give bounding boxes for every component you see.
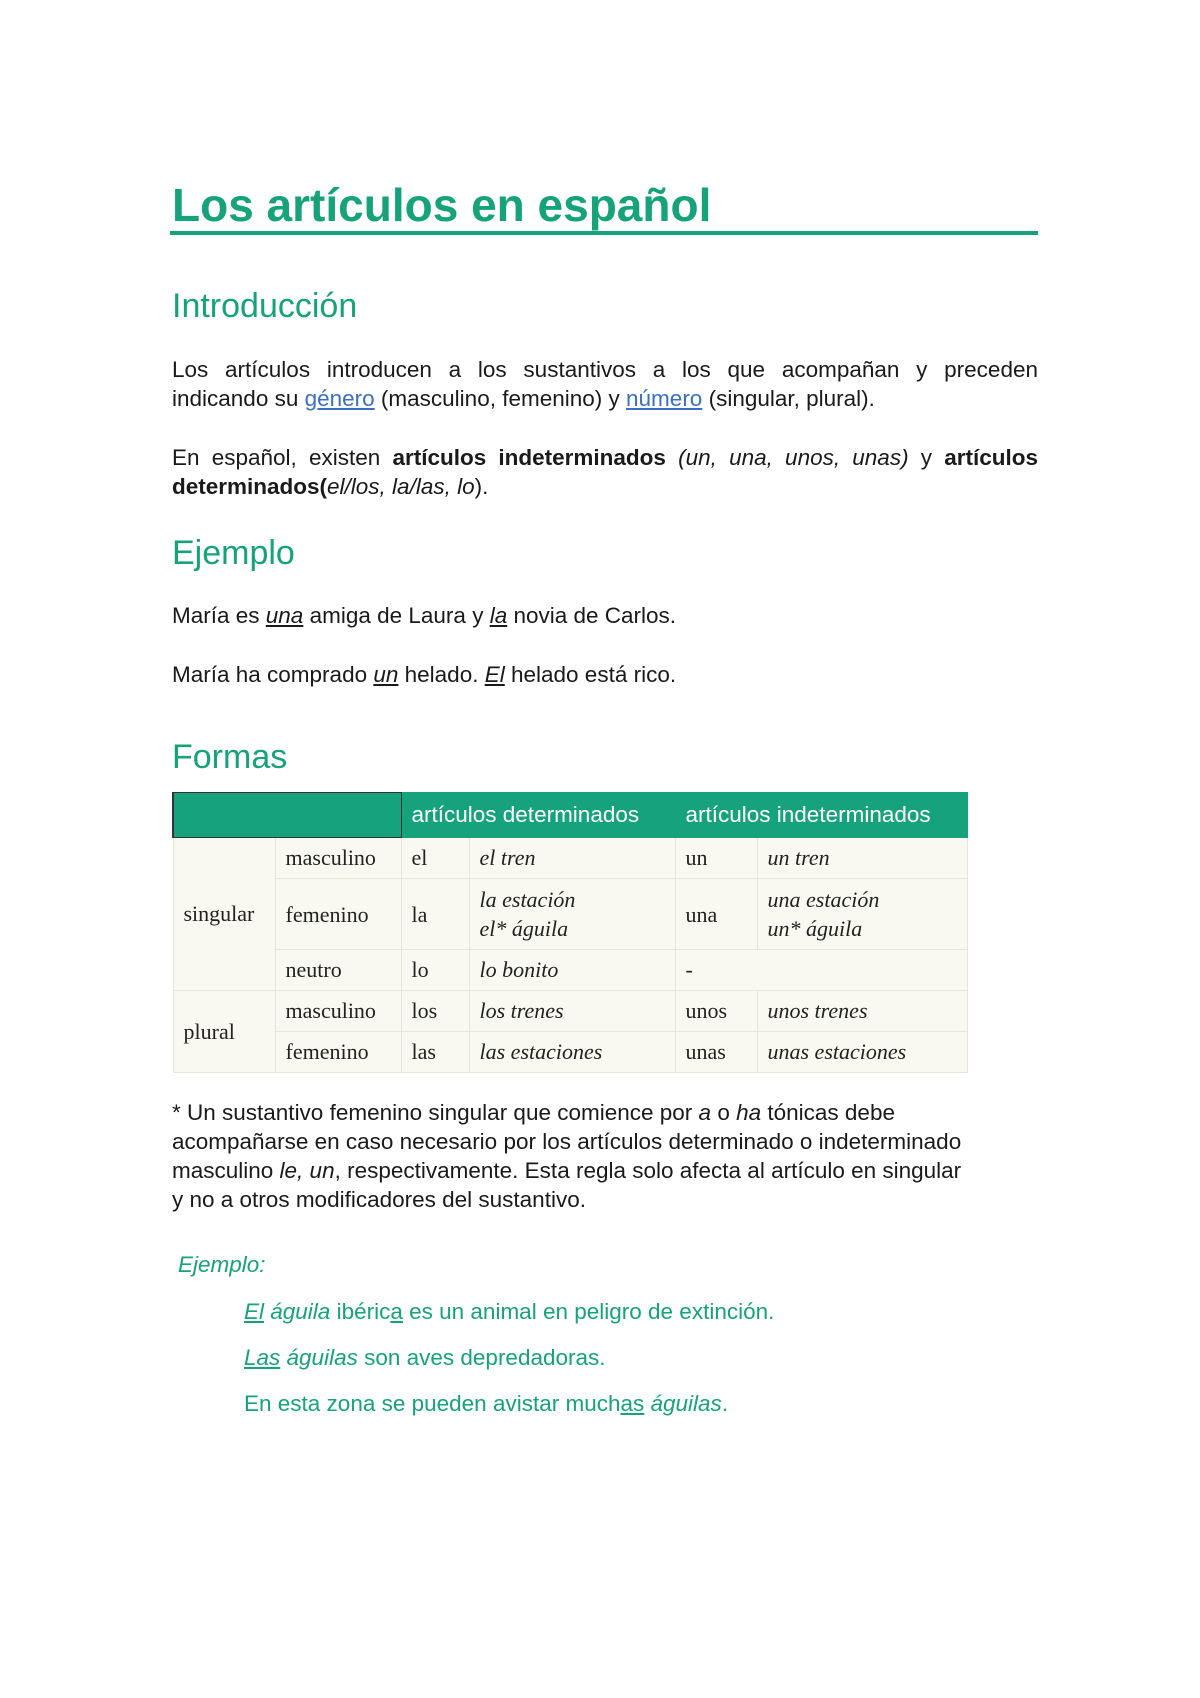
title-underline (170, 231, 1038, 235)
group-singular: singular (173, 838, 275, 991)
table-row (173, 991, 967, 1032)
group-plural: plural (173, 991, 275, 1073)
ejemplo-sentence-1: María es una amiga de Laura y la novia de Carlos. (172, 603, 677, 628)
cell-gender: neutro (275, 950, 401, 991)
example-line-3: En esta zona se pueden avistar muchas águilas. (244, 1391, 729, 1416)
footnote: * Un sustantivo femenino singular que comience por a o ha tónicas debe acompañarse en caso necesario por los artículos determinado o indeterminado masculino le, un, respectivamente. Esta regla solo afecta al artículo en singular y no a otros modificadores del sustantivo. (172, 1100, 962, 1212)
ejemplo-label: Ejemplo: (178, 1252, 266, 1277)
cell-ind: unas (675, 1032, 757, 1073)
table-header-blank (173, 793, 401, 838)
cell-ind: unos (675, 991, 757, 1032)
intro-paragraph-1-line-2: indicando su género (masculino, femenino) y número (singular, plural). (172, 386, 875, 411)
table-header-determinados: artículos determinados (401, 793, 675, 838)
page-title: Los artículos en español (172, 179, 712, 231)
link-genero[interactable]: género (304, 386, 375, 411)
cell-det-example: el tren (469, 838, 675, 879)
cell-det: las (401, 1032, 469, 1073)
cell-gender: femenino (275, 1032, 401, 1073)
cell-ind-example: una estación un* águila (757, 879, 967, 950)
cell-det: lo (401, 950, 469, 991)
cell-det: los (401, 991, 469, 1032)
intro-paragraph-2-line-2: determinados(el/los, la/las, lo). (172, 474, 489, 499)
intro-paragraph-2-line-1: En español, existen artículos indeterminados (un, una, unos, unas) y artículos (172, 445, 1038, 470)
table-header-row (173, 793, 967, 838)
intro-paragraph-1-line-1: Los artículos introducen a los sustantivos a los que acompañan y preceden (172, 357, 1038, 382)
cell-det-example: lo bonito (469, 950, 675, 991)
table-row (173, 838, 967, 879)
cell-gender: femenino (275, 879, 401, 950)
table-header-indeterminados: artículos indeterminados (675, 793, 967, 838)
cell-ind: una (675, 879, 757, 950)
link-numero[interactable]: número (626, 386, 703, 411)
table-row (173, 950, 967, 991)
cell-det: el (401, 838, 469, 879)
ejemplo-sentence-2: María ha comprado un helado. El helado está rico. (172, 662, 677, 687)
example-line-2: Las águilas son aves depredadoras. (244, 1345, 606, 1370)
cell-det-example: los trenes (469, 991, 675, 1032)
heading-formas: Formas (172, 738, 288, 776)
cell-ind: - (675, 950, 967, 991)
articles-table (172, 792, 968, 1073)
cell-ind: un (675, 838, 757, 879)
cell-det: la (401, 879, 469, 950)
example-line-1: El águila ibérica es un animal en peligro de extinción. (244, 1299, 775, 1324)
heading-introduccion: Introducción (172, 287, 358, 325)
heading-ejemplo: Ejemplo (172, 534, 295, 572)
cell-ind-example: unos trenes (757, 991, 967, 1032)
cell-det-example: la estación el* águila (469, 879, 675, 950)
table-row (173, 879, 967, 950)
cell-gender: masculino (275, 838, 401, 879)
table-row (173, 1032, 967, 1073)
cell-gender: masculino (275, 991, 401, 1032)
cell-det-example: las estaciones (469, 1032, 675, 1073)
cell-ind-example: unas estaciones (757, 1032, 967, 1073)
cell-ind-example: un tren (757, 838, 967, 879)
